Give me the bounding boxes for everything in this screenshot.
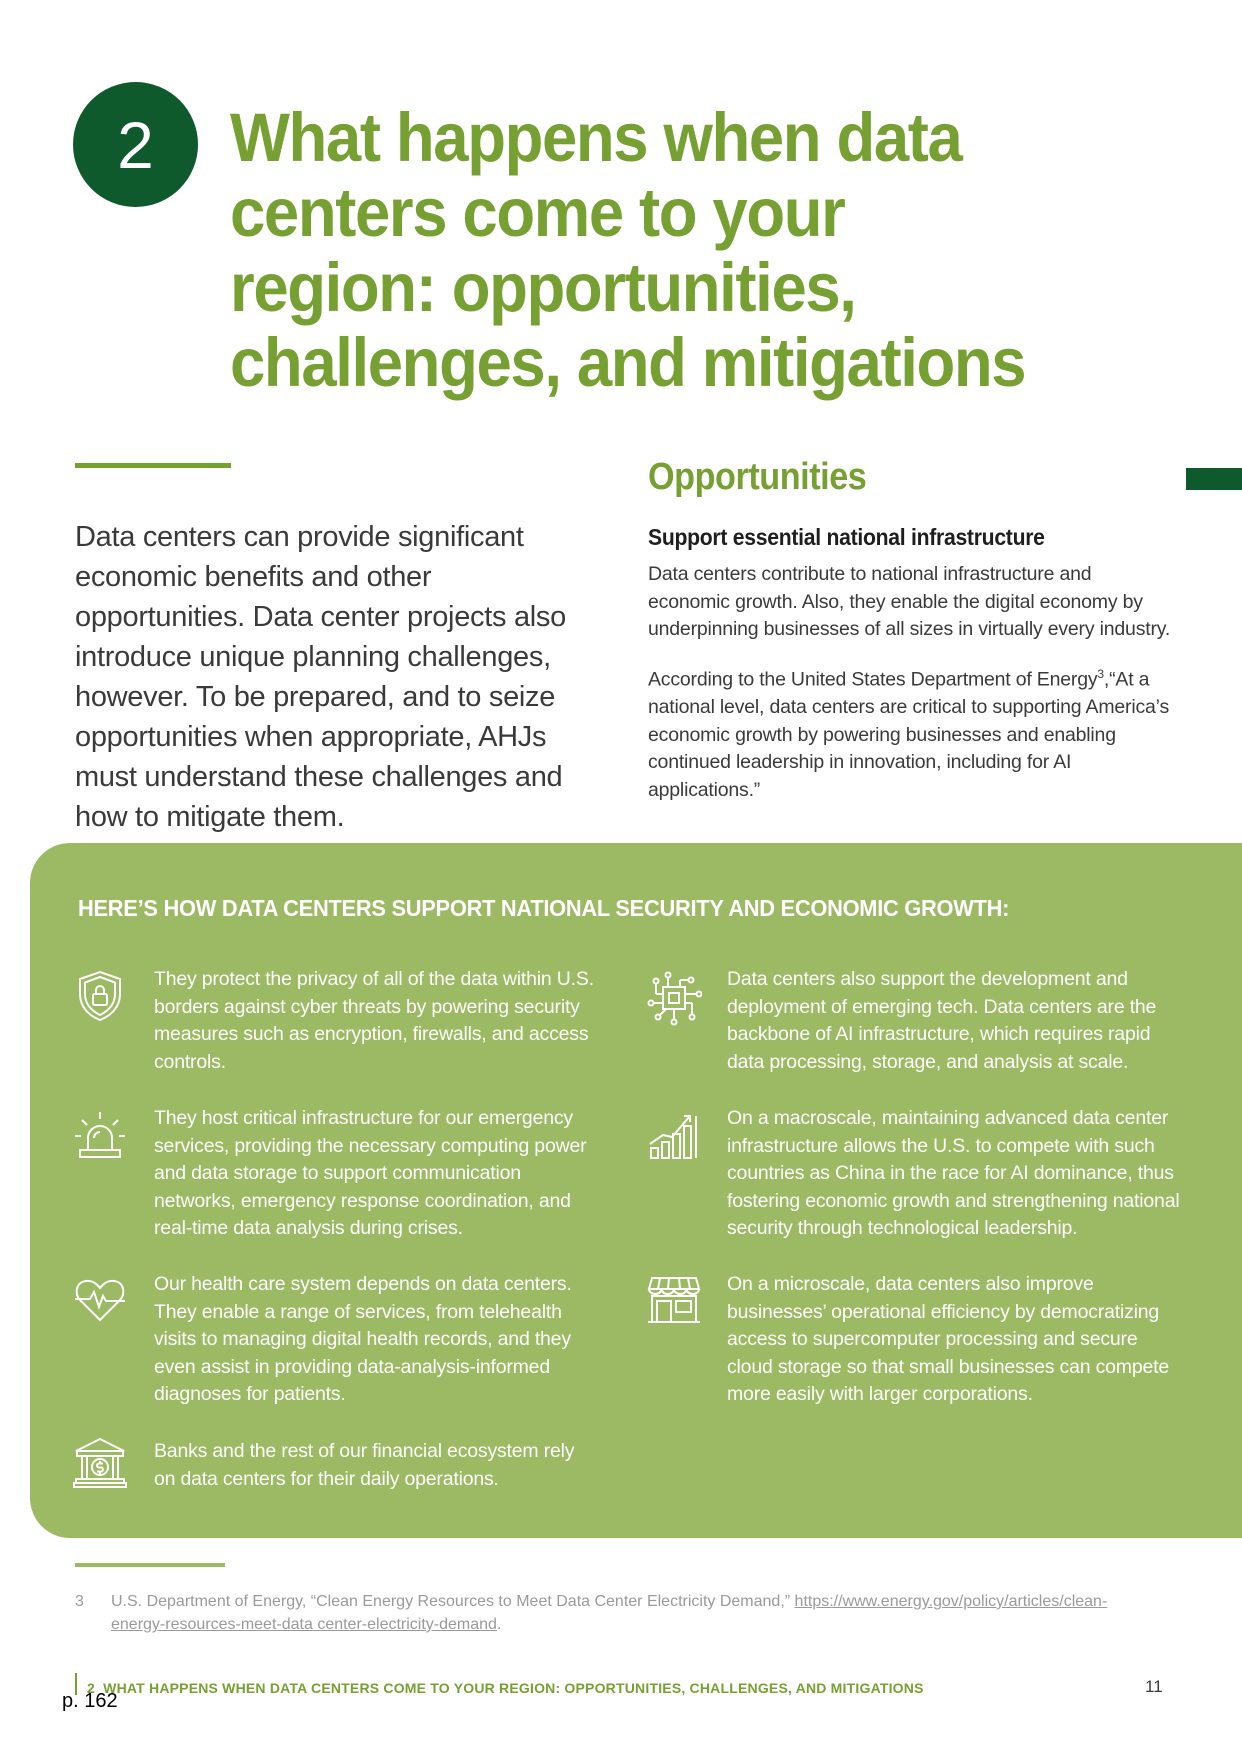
- footnote-text: [111, 1590, 1151, 1636]
- emergency-siren-icon: [72, 1108, 128, 1164]
- intro-divider: [75, 463, 231, 468]
- chapter-number-badge: 2: [73, 82, 198, 207]
- heartbeat-icon: [72, 1272, 128, 1328]
- panel-item-emergency: They host critical infrastructure for our emergency services, providing the necessary computing power and data storage to support communication networks, emergency response coordination, and real-time data analysis during crises.: [154, 1107, 587, 1239]
- panel-item-emerging-tech: Data centers also support the development and deployment of emerging tech. Data centers are the backbone of AI infrastructure, which requires rapid data processing, storage, and analysis at scale.: [727, 968, 1157, 1073]
- panel-item-macroscale: On a macroscale, maintaining advanced data center infrastructure allows the U.S. to compete with such countries as China in the race for AI dominance, thus fostering economic growth and strengthening national security through technological leadership.: [727, 1107, 1180, 1239]
- shield-lock-icon: [72, 968, 128, 1024]
- opportunities-paragraph-2: [648, 661, 1178, 804]
- footnote-link[interactable]: https://www.energy.gov/policy/articles/clean-energy-resources-meet-data center-electricity-demand: [111, 1593, 1108, 1633]
- page-number: 11: [1145, 1677, 1163, 1696]
- growth-chart-icon: [646, 1108, 702, 1164]
- circuit-chip-icon: [646, 970, 702, 1026]
- footnote-divider: [75, 1563, 225, 1567]
- opportunities-paragraph-1: Data centers contribute to national infrastructure and economic growth. Also, they enable the digital economy by underpinning businesses of all sizes in virtually every industry.: [648, 563, 1171, 640]
- footnote-citation: U.S. Department of Energy, “Clean Energy Resources to Meet Data Center Electricity Demand,”: [111, 1593, 795, 1610]
- opportunities-heading: Opportunities: [648, 456, 867, 498]
- page-title: What happens when data centers come to your region: opportunities, challenges, and mitigations: [230, 99, 1026, 401]
- doe-quote: ,“At a national level, data centers are critical to supporting America’s economic growth by powering businesses and enabling continued leadership in innovation, including for AI applications.”: [648, 668, 1170, 801]
- panel-item-health-care: Our health care system depends on data centers. They enable a range of services, from telehealth visits to managing digital health records, and they even assist in providing data-analysis-informed diagnoses for patients.: [154, 1273, 572, 1405]
- storefront-icon: [646, 1272, 702, 1328]
- doe-quote-intro: According to the United States Department of Energy: [648, 668, 1098, 691]
- footnote-end: .: [496, 1616, 502, 1633]
- benefits-panel-heading: HERE’S HOW DATA CENTERS SUPPORT NATIONAL SECURITY AND ECONOMIC GROWTH:: [78, 895, 1010, 921]
- intro-paragraph: Data centers can provide significant economic benefits and other opportunities. Data center projects also introduce unique planning challenges, however. To be prepared, and to seize opportunities when appropriate, AHJs must understand these challenges and how to mitigate them.: [75, 521, 566, 833]
- chapter-edge-tab: [1186, 468, 1242, 490]
- panel-item-banking: Banks and the rest of our financial ecosystem rely on data centers for their daily operations.: [154, 1440, 575, 1490]
- bank-icon: [72, 1435, 128, 1491]
- footnote-reference[interactable]: 3: [1097, 667, 1104, 681]
- footer-running-title: 2 WHAT HAPPENS WHEN DATA CENTERS COME TO YOUR REGION: OPPORTUNITIES, CHALLENGES, AND MITIGATIONS: [87, 1680, 924, 1696]
- opportunities-subheading: Support essential national infrastructure: [648, 524, 1045, 550]
- panel-item-security: They protect the privacy of all of the data within U.S. borders against cyber threats by powering security measures such as encryption, firewalls, and access controls.: [154, 968, 594, 1073]
- page-reference: p. 162: [62, 1690, 118, 1712]
- panel-item-microscale: On a microscale, data centers also improve businesses’ operational efficiency by democratizing access to supercomputer processing and secure cloud storage so that small businesses can compete more easily with larger corporations.: [727, 1273, 1169, 1405]
- footnote-number: 3: [75, 1593, 84, 1610]
